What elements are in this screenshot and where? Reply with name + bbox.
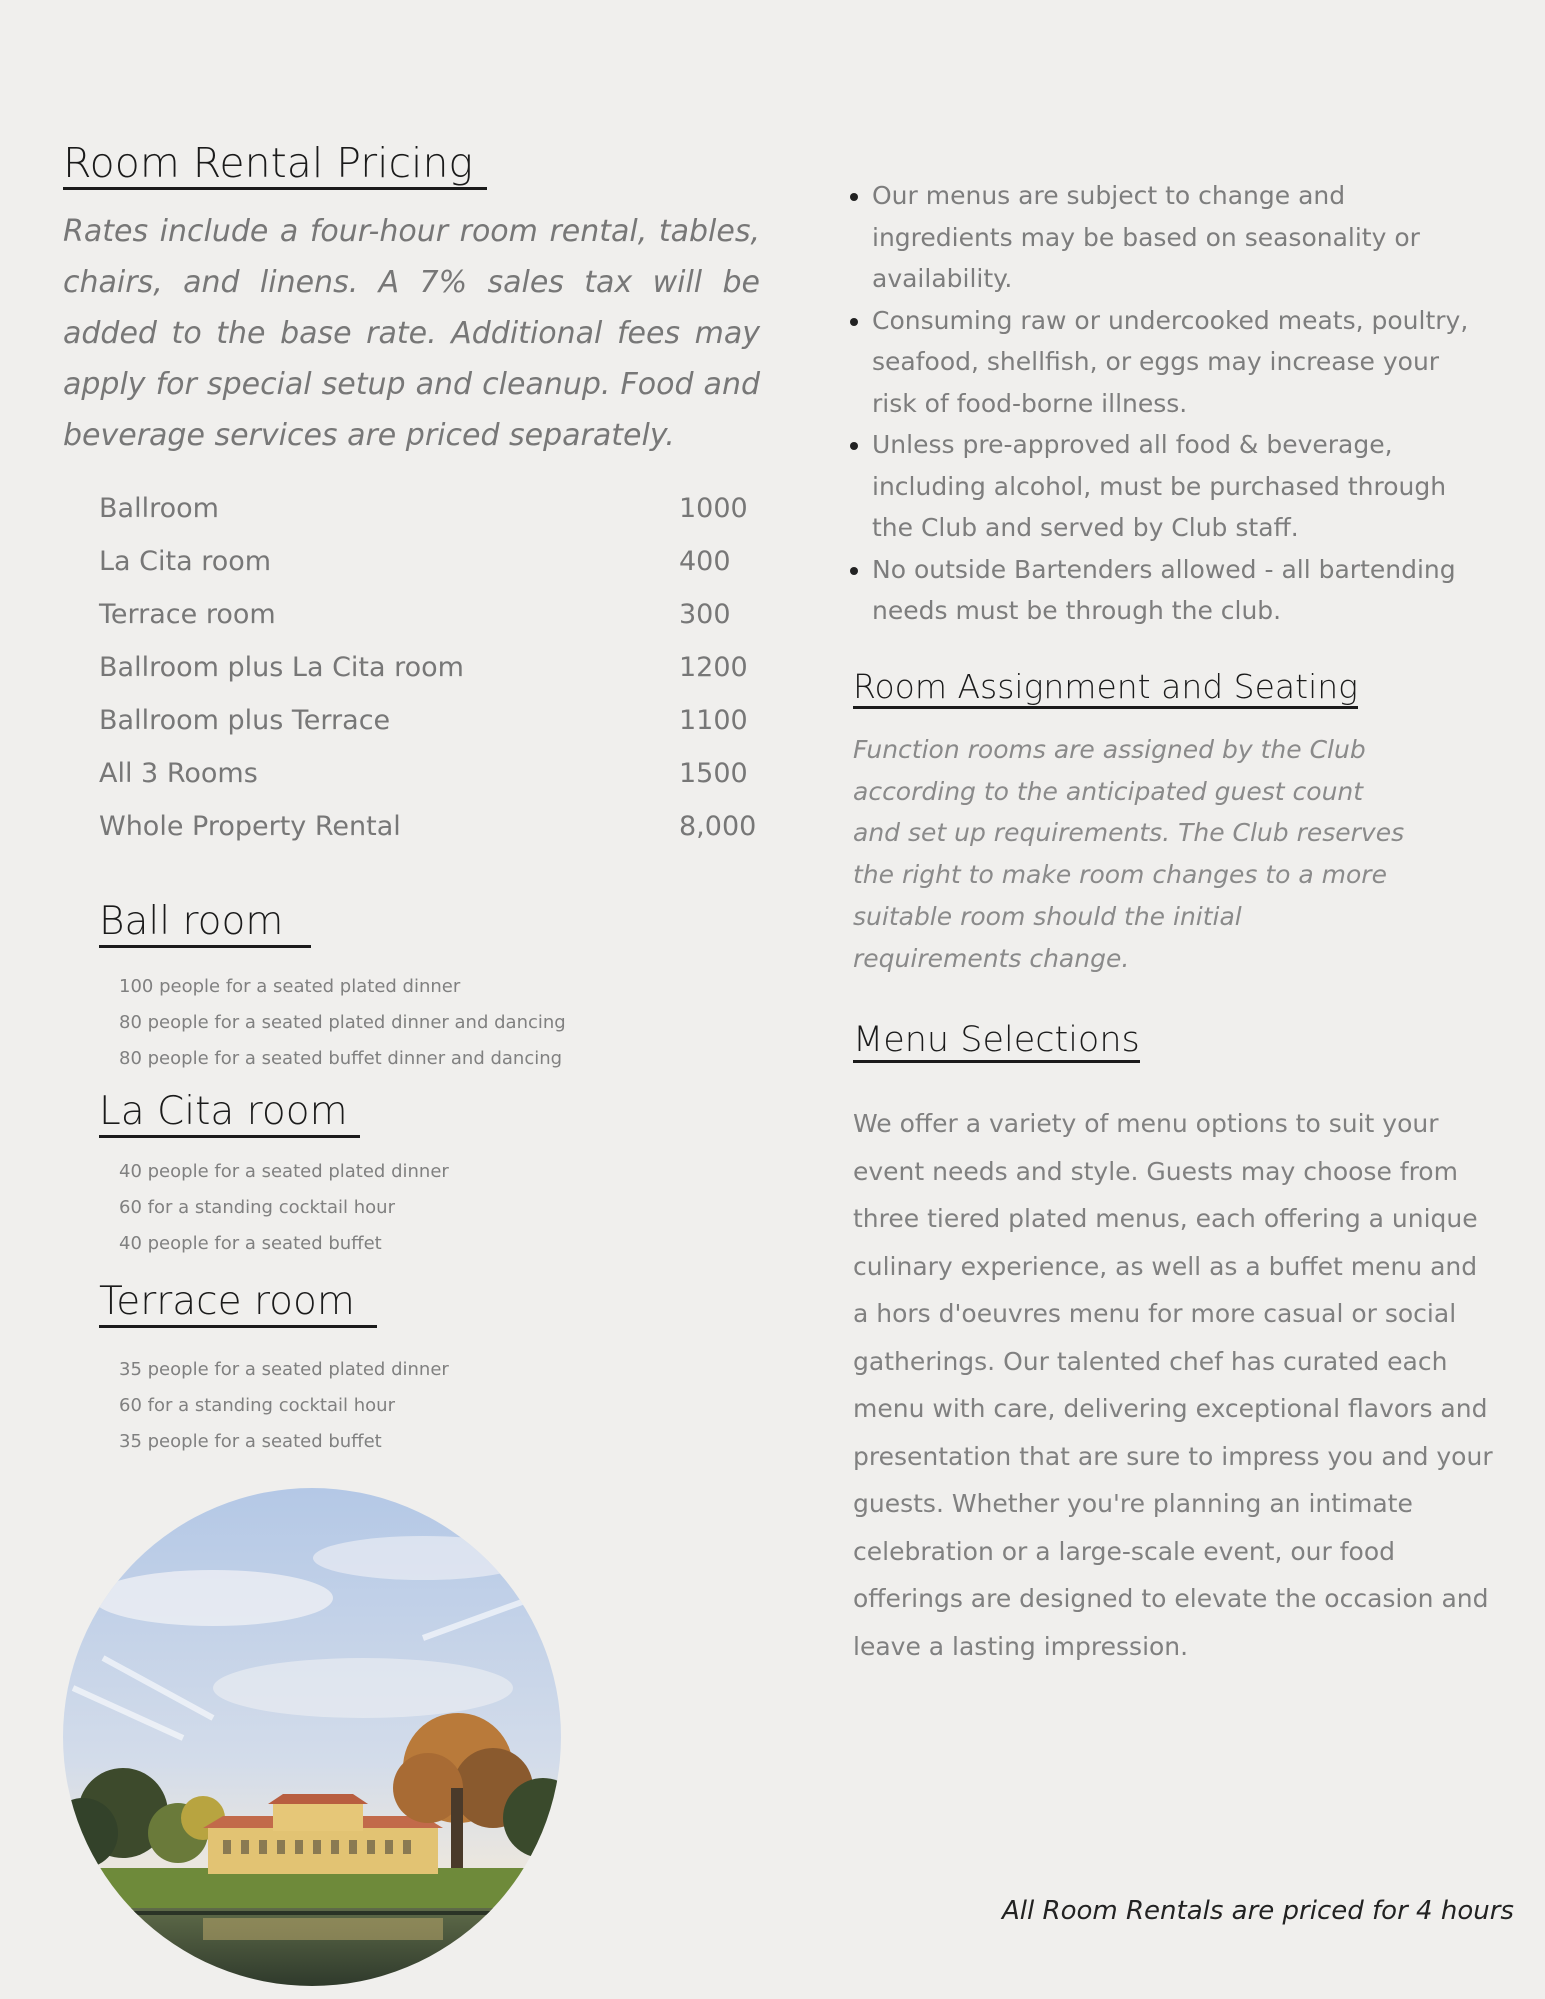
list-item: 60 for a standing cocktail hour — [119, 1395, 395, 1416]
la-cita-capacity-list — [119, 1154, 449, 1262]
list-item: 60 for a standing cocktail hour — [119, 1197, 395, 1218]
clubhouse-photo-illustration — [63, 1488, 561, 1986]
rate-row — [99, 535, 779, 588]
pricing-intro: Rates include a four-hour room rental, tables, chairs, and linens. A 7% sales tax will be added to the base rate. Additional fees may apply for special setup and cleanup. Food and beverage services are priced separately. — [63, 214, 760, 453]
rate-name: Terrace room — [99, 599, 276, 630]
terrace-room-title: Terrace room — [99, 1280, 377, 1328]
rate-row — [99, 482, 779, 535]
rate-price: 400 — [679, 546, 731, 577]
list-item: 80 people for a seated buffet dinner and dancing — [119, 1048, 563, 1069]
footer-note: All Room Rentals are priced for 4 hours — [1002, 1896, 1514, 1926]
rate-name: Ballroom — [99, 493, 219, 524]
list-item: 40 people for a seated buffet — [119, 1233, 382, 1254]
ballroom-title: Ball room — [99, 900, 311, 948]
list-item: 35 people for a seated buffet — [119, 1431, 382, 1452]
list-item: • Consuming raw or undercooked meats, poultry, seafood, shellfish, or eggs may increase your risk of food-borne illness. — [872, 300, 1472, 425]
room-assignment-title: Room Assignment and Seating — [853, 668, 1358, 709]
rate-price: 300 — [679, 599, 731, 630]
rate-name: Ballroom plus Terrace — [99, 705, 391, 736]
list-item: 40 people for a seated plated dinner — [119, 1161, 449, 1182]
rate-price: 1500 — [679, 758, 748, 789]
rate-name: All 3 Rooms — [99, 758, 258, 789]
rate-row — [99, 694, 779, 747]
menu-selections-title: Menu Selections — [853, 1020, 1140, 1063]
rate-row — [99, 641, 779, 694]
rate-price: 1100 — [679, 705, 748, 736]
rate-row — [99, 588, 779, 641]
list-item: • No outside Bartenders allowed - all bartending needs must be through the club. — [872, 549, 1472, 632]
rates-table — [99, 482, 779, 853]
list-item: 100 people for a seated plated dinner — [119, 976, 461, 997]
ballroom-capacity-list — [119, 969, 566, 1077]
pricing-title: Room Rental Pricing — [63, 140, 487, 190]
rate-price: 8,000 — [679, 811, 757, 842]
list-item: • Unless pre-approved all food & beverage, including alcohol, must be purchased through the Club and served by Club staff. — [872, 424, 1472, 549]
list-item: 35 people for a seated plated dinner — [119, 1359, 449, 1380]
rate-name: Whole Property Rental — [99, 811, 401, 842]
la-cita-room-title: La Cita room — [99, 1090, 360, 1138]
list-item: • Our menus are subject to change and ingredients may be based on seasonality or availability. — [872, 175, 1472, 300]
terrace-capacity-list — [119, 1352, 449, 1460]
rate-name: Ballroom plus La Cita room — [99, 652, 464, 683]
room-assignment-text: Function rooms are assigned by the Club according to the anticipated guest count and set up requirements. The Club reserves the right to make room changes to a more suitable room should the initial requirements change. — [853, 735, 1405, 973]
rate-row — [99, 747, 779, 800]
rate-price: 1000 — [679, 493, 748, 524]
rate-price: 1200 — [679, 652, 748, 683]
rate-row — [99, 800, 779, 853]
clubhouse-photo — [63, 1488, 561, 1986]
menu-selections-text: We offer a variety of menu options to suit your event needs and style. Guests may choose from three tiered plated menus, each offering a unique culinary experience, as well as a buffet menu and a hors d'oeuvres menu for more casual or social gatherings. Our talented chef has curated each menu with care, delivering exceptional flavors and presentation that are sure to impress you and your guests. Whether you're planning an intimate celebration or a large-scale event, our food offerings are designed to elevate the occasion and leave a lasting impression. — [853, 1109, 1493, 1661]
rate-name: La Cita room — [99, 546, 272, 577]
list-item: 80 people for a seated plated dinner and dancing — [119, 1012, 566, 1033]
menu-notes-list — [843, 175, 1472, 632]
